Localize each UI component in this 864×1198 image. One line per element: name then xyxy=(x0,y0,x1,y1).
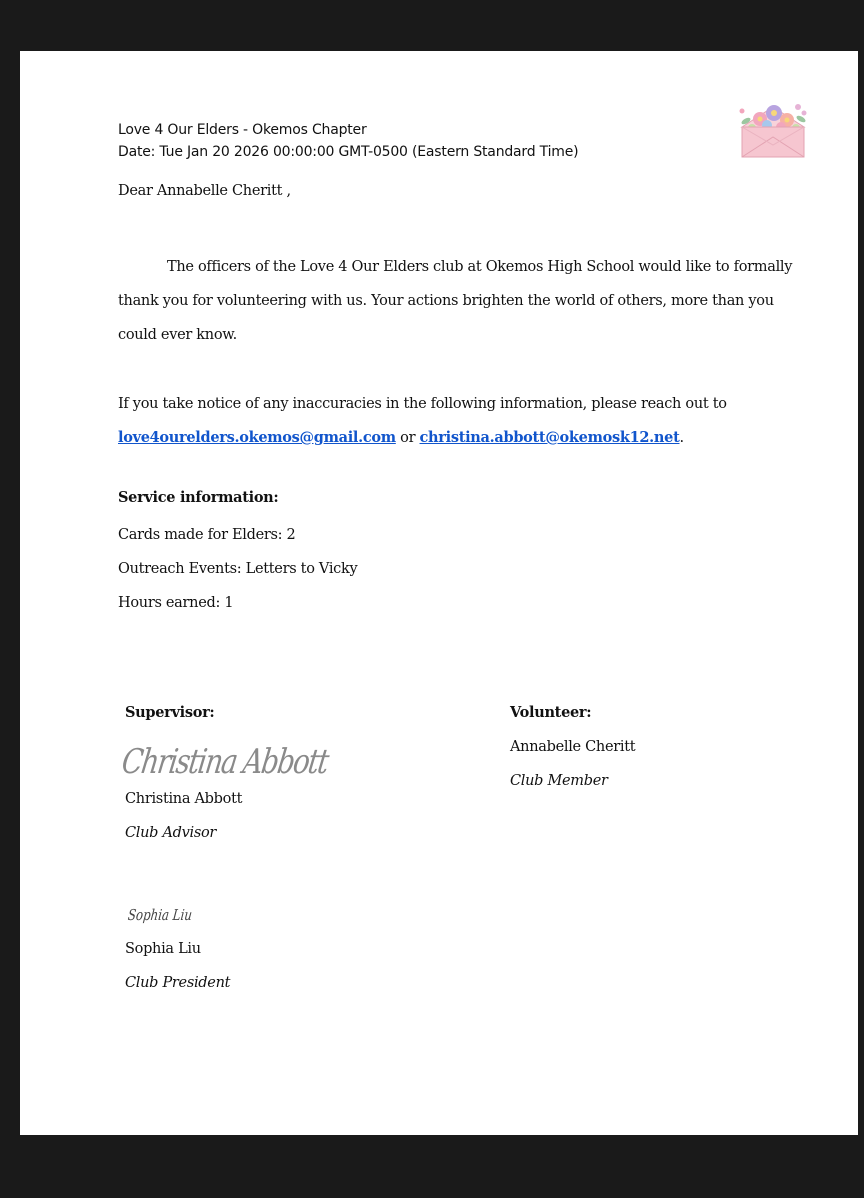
service-info-heading: Service information: xyxy=(118,489,279,506)
president-signature-text: Sophia Liu xyxy=(127,906,211,924)
para1-line2: thank you for volunteering with us. Your actions brighten the world of others, more than you xyxy=(118,293,774,309)
supervisor-heading: Supervisor: xyxy=(125,704,215,721)
letter-date: Date: Tue Jan 20 2026 00:00:00 GMT-0500 (Eastern Standard Time) xyxy=(118,144,579,160)
or-text: or xyxy=(395,430,420,446)
advisor-name: Christina Abbott xyxy=(125,791,243,807)
advisor-signature-text: Christina Abbott xyxy=(119,742,379,782)
letter-page xyxy=(20,51,858,1135)
letter-header xyxy=(118,119,578,163)
email-link-advisor[interactable]: christina.abbott@okemosk12.net xyxy=(419,429,680,446)
president-signature xyxy=(127,896,211,930)
outreach-events: Outreach Events: Letters to Vicky xyxy=(118,561,358,577)
envelope-flowers-icon xyxy=(730,95,816,165)
advisor-role: Club Advisor xyxy=(125,825,217,841)
hours-earned: Hours earned: 1 xyxy=(118,595,234,611)
para2-line1: If you take notice of any inaccuracies in the following information, please reach out to xyxy=(118,396,727,412)
president-name: Sophia Liu xyxy=(125,941,201,957)
cards-made: Cards made for Elders: 2 xyxy=(118,527,296,543)
contact-paragraph xyxy=(118,387,727,455)
para1-line1: The officers of the Love 4 Our Elders club at Okemos High School would like to formally xyxy=(167,259,793,275)
volunteer-name: Annabelle Cheritt xyxy=(510,739,636,755)
greeting: Dear Annabelle Cheritt , xyxy=(118,183,291,199)
president-role: Club President xyxy=(125,975,231,991)
org-title: Love 4 Our Elders - Okemos Chapter xyxy=(118,122,367,138)
period-text: . xyxy=(679,430,684,446)
volunteer-heading: Volunteer: xyxy=(510,704,592,721)
para1-line3: could ever know. xyxy=(118,327,237,343)
advisor-signature xyxy=(119,735,379,783)
email-link-club[interactable]: love4ourelders.okemos@gmail.com xyxy=(118,429,396,446)
thank-you-paragraph xyxy=(118,250,792,352)
volunteer-role: Club Member xyxy=(510,773,608,789)
